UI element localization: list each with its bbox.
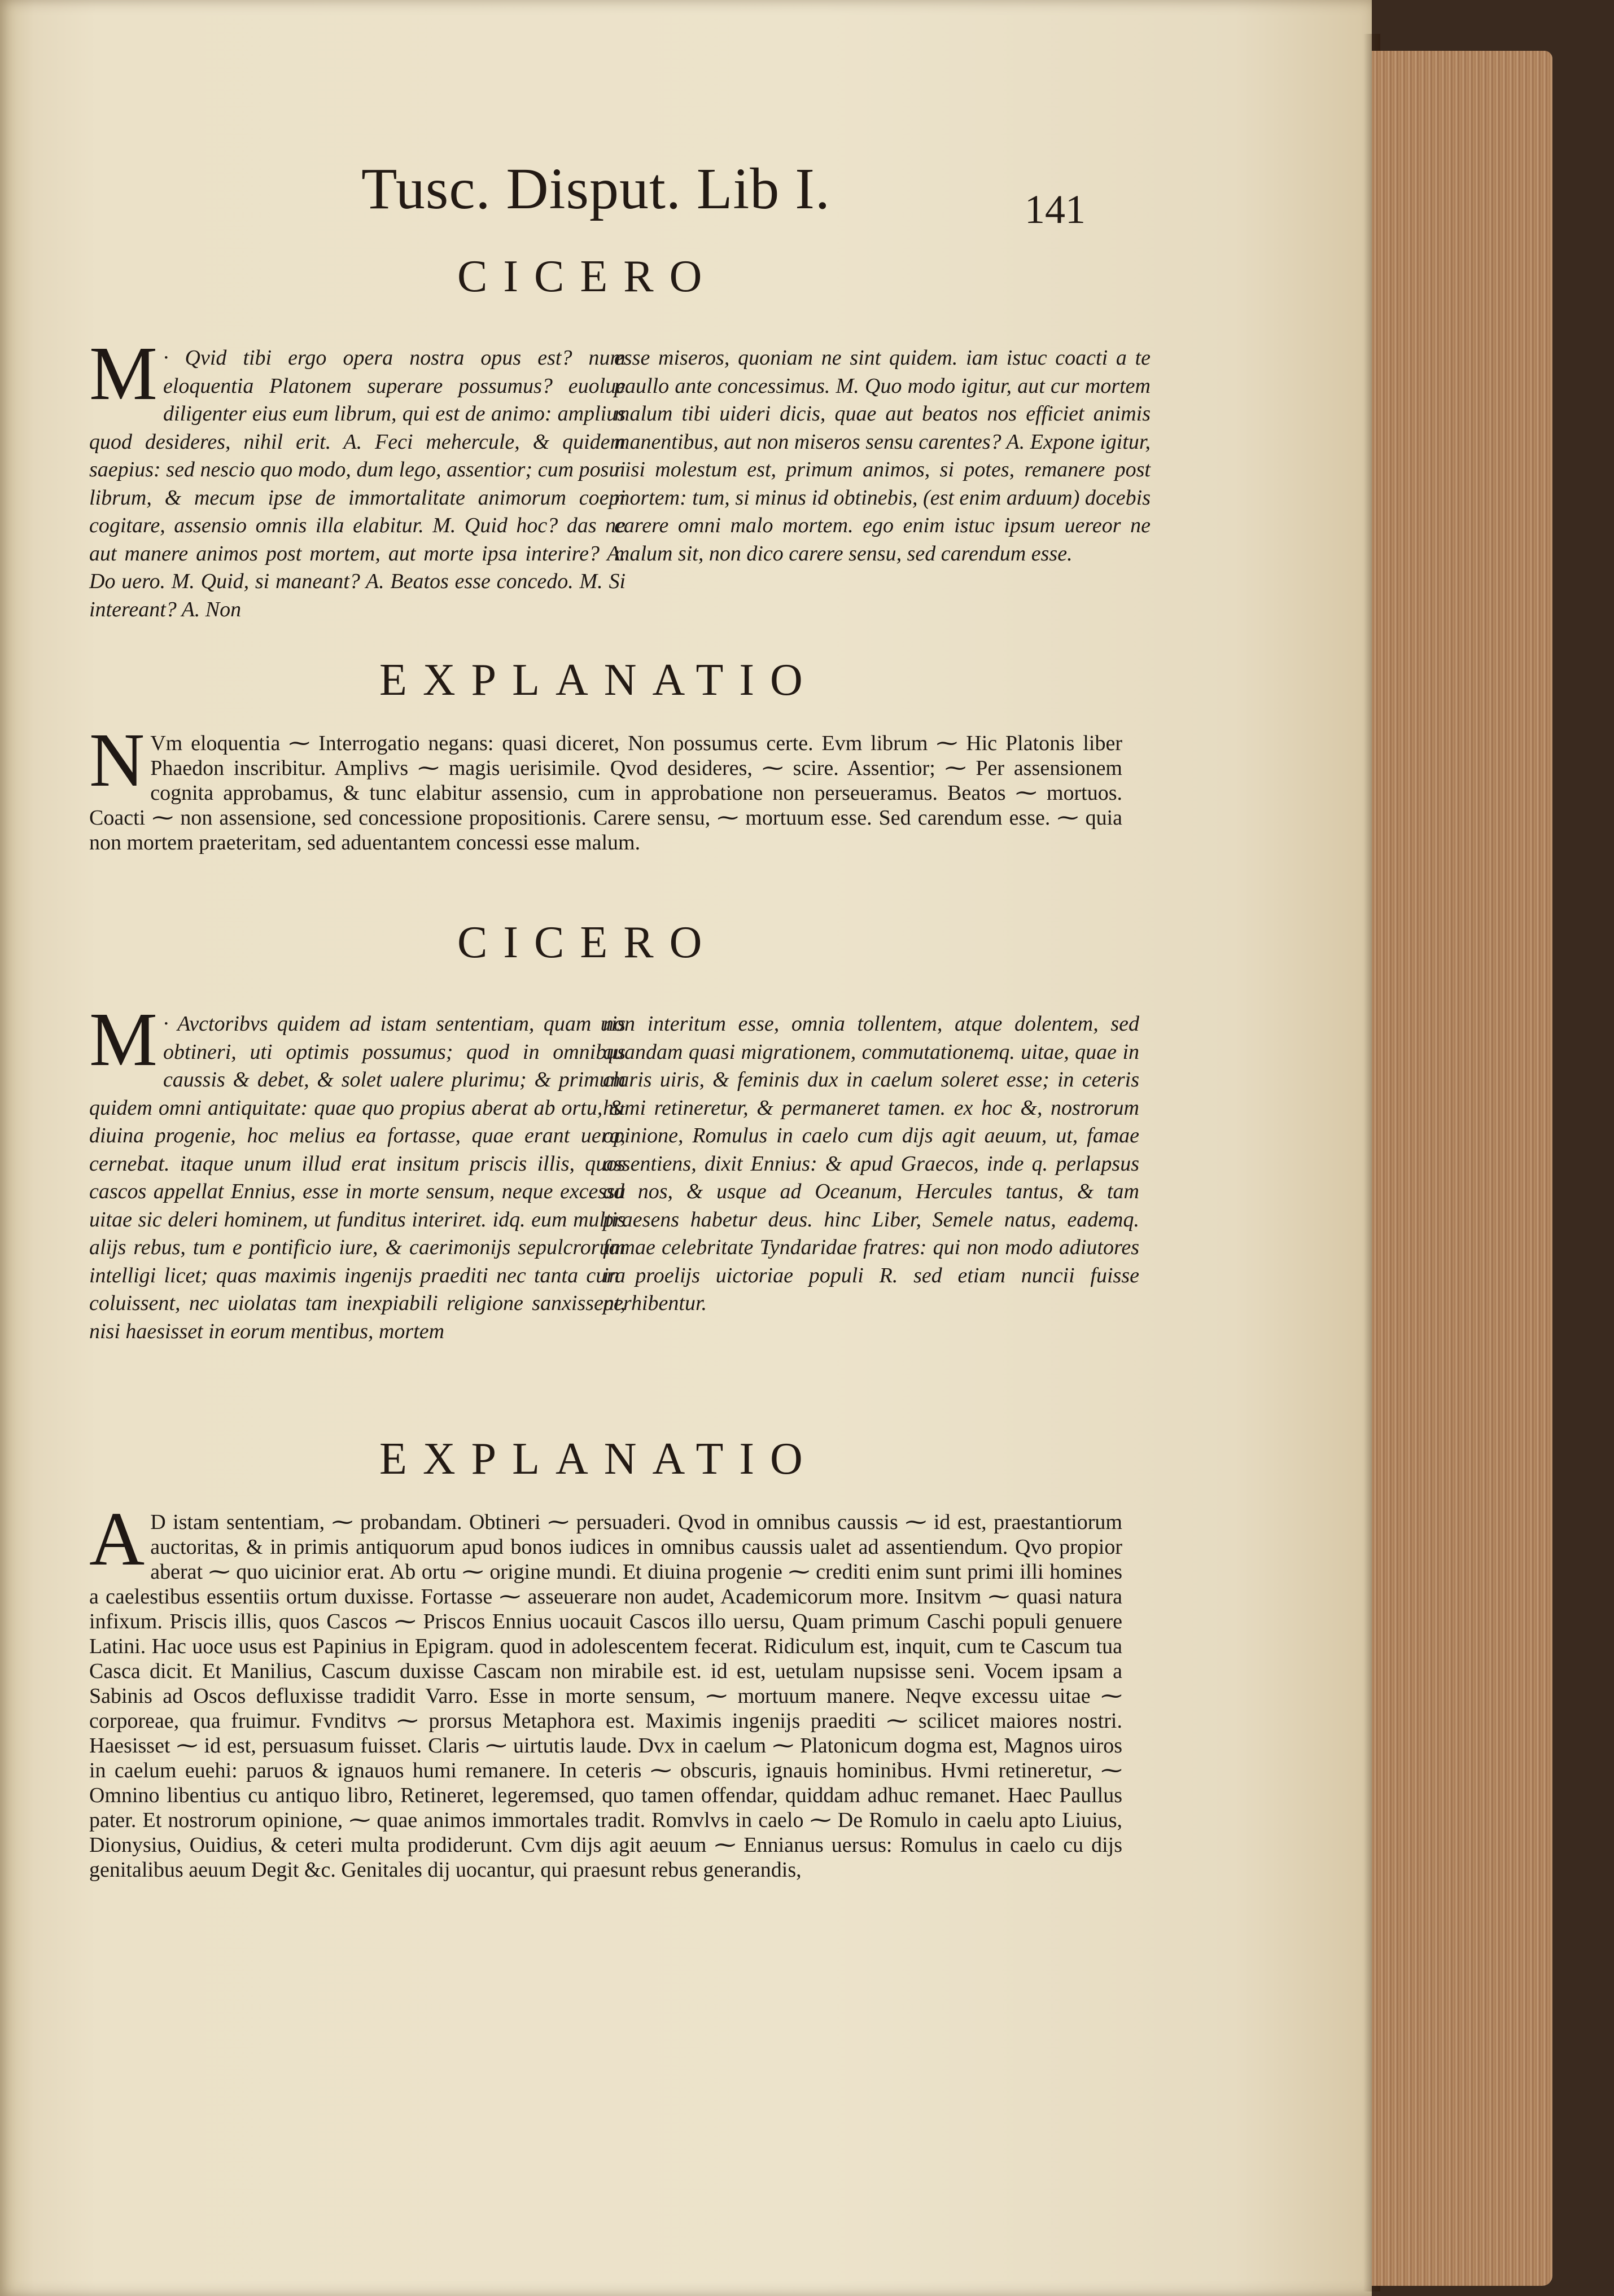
- explanatio-1-body: [89, 718, 1122, 855]
- cicero-1-left-text: · Qvid tibi ergo opera nostra opus est? num eloquentia Platonem superare possumus? euolue diligenter eius eum librum, qui est de animo: amplius quod desideres, nihil erit. A. Feci mehercule, & quidem saepius: sed nescio quo modo, dum lego, assentior; cum posui librum, & mecum ipse de immortalitate animorum coepi cogitare, assensio omnis illa elabitur. M. Quid hoc? das ne aut manere animos post mortem, aut morte ipsa interire? A. Do uero. M. Quid, si maneant? A. Beatos esse concedo. M. Si intereant? A. Non: [89, 346, 626, 621]
- cicero-1-right-text: esse miseros, quoniam ne sint quidem. iam istuc coacti a te paullo ante concessimus. M. Quo modo igitur, aut cur mortem malum tibi uideri dicis, quae aut beatos nos efficiet animis manentibus, aut non miseros sensu carentes? A. Expone igitur, nisi molestum est, primum animos, si potes, remanere post mortem: tum, si minus id obtinebis, (est enim arduum) docebis carere omni malo mortem. ego enim istuc ipsum uereor ne malum sit, non dico carere sensu, sed carendum esse.: [614, 346, 1151, 566]
- explanatio-2-body: [89, 1497, 1122, 1882]
- book-fore-edge: [1372, 51, 1552, 2286]
- section-heading-cicero-1: CICERO: [457, 252, 718, 301]
- explanatio-2-text: D istam sententiam, ⁓ probandam. Obtineri ⁓ persuaderi. Qvod in omnibus caussis ⁓ id est, praestantiorum auctoritas, & in primis antiquorum apud bonos iudices in omnibus caussis ualet ad assentiendum. Qvo propior aberat ⁓ quo uicinior erat. Ab ortu ⁓ origine mundi. Et diuina progenie ⁓ crediti enim sunt primi illi homines a caelestibus essentiis ortum duxisse. Fortasse ⁓ asseuerare non audet, Academicorum more. Insitvm ⁓ quasi natura infixum. Priscis illis, quos Cascos ⁓ Priscos Ennius uocauit Cascos illo uersu, Quam primum Caschi populi genuere Latini. Hac uoce usus est Papinius in Epigram. quod in adolescentem fecerat. Ridiculum est, inquit, cum te Cascum tua Casca dicit. Et Manilius, Cascum duxisse Cascam non mirabile est. id est, uetulam nupsisse seni. Vocem ipsam a Sabinis ad Oscos defluxisse tradidit Varro. Esse in morte sensum, ⁓ mortuum manere. Neqve excessu uitae ⁓ corporeae, qua fruimur. Fvnditvs ⁓ prorsus Metaphora est. Maximis ingenijs praediti ⁓ scilicet maiores nostri. Haesisset ⁓ id est, persuasum fuisset. Claris ⁓ uirtutis laude. Dvx in caelum ⁓ Platonicum dogma est, Magnos uiros in caelum euehi: paruos & ignauos humi remanere. In ceteris ⁓ obscuris, ignauis hominibus. Hvmi retineretur, ⁓ Omnino libentius cu antiquo libro, Retineret, legeremsed, quo tamen offendar, quiddam adhuc remanet. Haec Paullus pater. Et nostrorum opinione, ⁓ quae animos immortales tradit. Romvlvs in caelo ⁓ De Romulo in caelu apto Liuius, Dionysius, Ouidius, & ceteri multa prodiderunt. Cvm dijs agit aeuum ⁓ Ennianus uersus: Romulus in caelo cu dijs genitalibus aeuum Degit &c. Genitales dij uocantur, qui praesunt rebus generandis,: [89, 1510, 1122, 1882]
- cicero-2-left-column: [89, 997, 626, 1346]
- cicero-1-right-column: [614, 344, 1151, 568]
- explanatio-1-text: Vm eloquentia ⁓ Interrogatio negans: quasi diceret, Non possumus certe. Evm librum ⁓ Hic Platonis liber Phaedon inscribitur. Amplivs ⁓ magis uerisimile. Qvod desideres, ⁓ scire. Assentior; ⁓ Per assensionem cognita approbamus, & tunc elabitur assensio, cum in approbatione non perseueramus. Beatos ⁓ mortuos. Coacti ⁓ non assensione, sed concessione propositionis. Carere sensu, ⁓ mortuum esse. Sed carendum esse. ⁓ quia non mortem praeteritam, sed aduentantem concessi esse malum.: [89, 731, 1122, 855]
- section-heading-explanatio-2: EXPLANATIO: [379, 1434, 819, 1484]
- drop-cap: M: [89, 331, 158, 416]
- drop-cap: A: [89, 1497, 145, 1581]
- cicero-2-right-column: [603, 1010, 1139, 1318]
- running-title: Tusc. Disput. Lib I.: [361, 156, 830, 221]
- cicero-2-right-text: non interitum esse, omnia tollentem, atque dolentem, sed quandam quasi migrationem, commutationemq. uitae, quae in claris uiris, & feminis dux in caelum soleret esse; in ceteris humi retineretur, & permaneret tamen. ex hoc &, nostrorum opinione, Romulus in caelo cum dijs agit aeuum, ut, famae assentiens, dixit Ennius: & apud Graecos, inde q. perlapsus ad nos, & usque ad Oceanum, Hercules tantus, & tam praesens habetur deus. hinc Liber, Semele natus, eademq. famae celebritate Tyndaridae fratres: qui non modo adiutores in proelijs uictoriae populi R. sed etiam nuncii fuisse perhibentur.: [603, 1012, 1139, 1315]
- drop-cap: N: [89, 718, 145, 803]
- drop-cap: M: [89, 997, 158, 1082]
- section-heading-explanatio-1: EXPLANATIO: [379, 655, 819, 705]
- page-number: 141: [1025, 187, 1086, 232]
- section-heading-cicero-2: CICERO: [457, 918, 718, 967]
- cicero-1-left-column: [89, 331, 626, 624]
- cicero-2-left-text: · Avctoribvs quidem ad istam sententiam, quam uis obtineri, uti optimis possumus; quod in omnibus caussis & debet, & solet ualere plurimu; & primum quidem omni antiquitate: quae quo propius aberat ab ortu, & diuina progenie, hoc melius ea fortasse, quae erant uera, cernebat. itaque unum illud erat insitum priscis illis, quos cascos appellat Ennius, esse in morte sensum, neque excessu uitae sic deleri hominem, ut funditus interiret. idq. eum multis alijs rebus, tum e pontificio iure, & caerimonijs sepulcrorum intelligi licet; quas maximis ingenijs praediti nec tanta cura coluissent, nec uiolatas tam inexpiabili religione sanxissent, nisi haesisset in eorum mentibus, mortem: [89, 1012, 626, 1343]
